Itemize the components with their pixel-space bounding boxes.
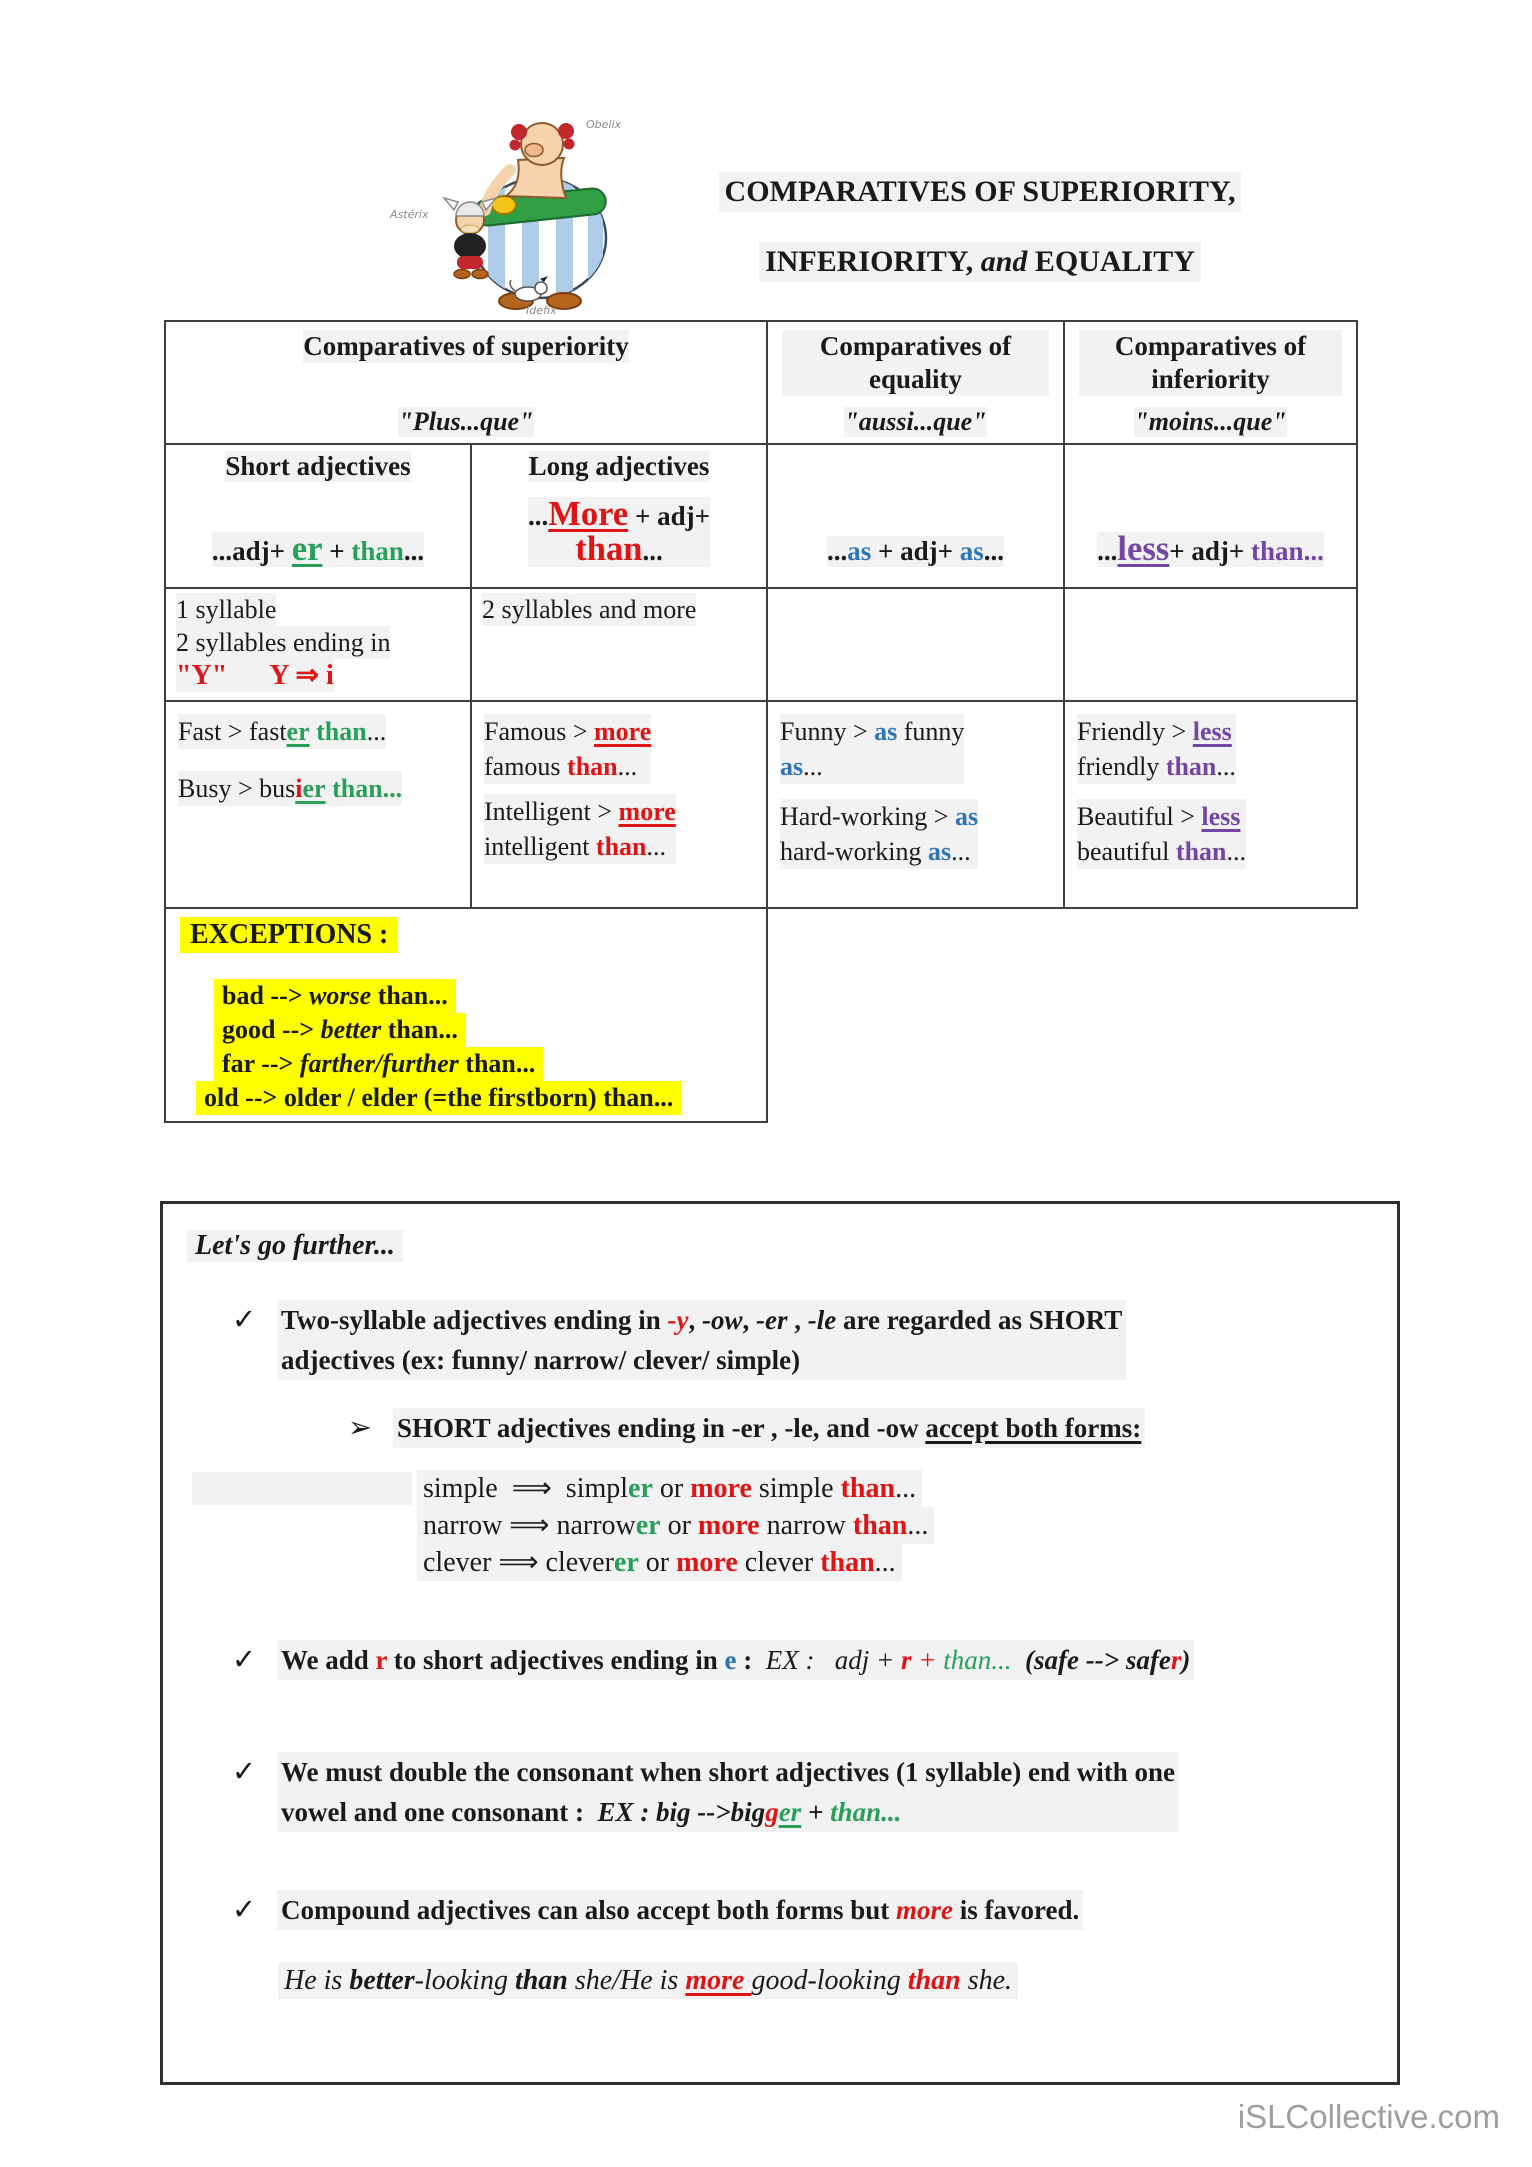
exception-bad: bad --> worse than... (214, 979, 752, 1013)
short-syllable-line1: 1 syllable (176, 595, 277, 624)
title-line2-post: EQUALITY (1027, 245, 1195, 278)
example-intelligent: Intelligent > more intelligent than... (484, 794, 676, 864)
cartoon-drawing (388, 98, 644, 320)
comparatives-table (164, 320, 1358, 1123)
idefix-label: Idefix (526, 304, 557, 317)
islcollective-watermark: iSLCollective.com (1237, 2098, 1500, 2135)
obelix-label: Obelix (586, 118, 622, 131)
short-adjectives-formula: ...adj+ er + than... (211, 530, 425, 568)
cell-long-syllable-rule (472, 589, 768, 702)
example-fast: Fast > faster than... (178, 714, 386, 749)
exception-good: good --> better than... (214, 1013, 752, 1047)
header-superiority (166, 322, 768, 445)
cell-exceptions (166, 909, 768, 1123)
header-equality-title: Comparatives of equality (782, 330, 1049, 396)
page-title (690, 172, 1270, 282)
cell-equality-formula (768, 445, 1065, 589)
title-line2 (759, 242, 1201, 282)
example-busy: Busy > busier than... (178, 771, 402, 806)
example-funny: Funny > as funny as... (780, 714, 964, 784)
cell-short-adjectives (166, 445, 472, 589)
short-syllable-line2: 2 syllables ending in (176, 628, 391, 657)
inferiority-formula: ...less+ adj+ than... (1097, 530, 1324, 568)
short-adjectives-heading: Short adjectives (225, 451, 411, 481)
exceptions-list (204, 979, 752, 1115)
bullet-two-syllable-text: Two-syllable adjectives ending in -y, -ow, -er , -le are regarded as SHORT adjectives (ex: funny/ narrow/ clever/ simple) (277, 1300, 1126, 1380)
checkmark-icon: ✓ (231, 1894, 257, 1926)
long-adjectives-formula: ...More + adj+ than... (528, 495, 710, 568)
header-equality (768, 322, 1065, 445)
exception-far: far --> farther/further than... (214, 1047, 752, 1081)
header-inferiority (1065, 322, 1358, 445)
asterix-obelix-cartoon (388, 98, 644, 320)
cell-long-adjectives (472, 445, 768, 589)
checkmark-icon: ✓ (231, 1756, 257, 1788)
box-title: Let's go further... (187, 1230, 403, 1262)
bullet-add-r-text: We add r to short adjectives ending in e : EX : adj + r + than... (safe --> safer) (277, 1640, 1194, 1680)
title-line2-wrap (690, 212, 1270, 282)
cell-equality-empty (768, 589, 1065, 702)
long-adjectives-heading: Long adjectives (528, 451, 710, 481)
header-inferiority-quote: "moins...que" (1134, 407, 1287, 436)
bullet-add-r (227, 1640, 1194, 1680)
checkmark-icon: ✓ (231, 1644, 257, 1676)
cell-examples-long (472, 702, 768, 909)
title-line2-pre: INFERIORITY, (765, 245, 981, 278)
obelix-figure (473, 123, 607, 309)
example-beautiful: Beautiful > less beautiful than... (1077, 799, 1246, 869)
long-syllable-line: 2 syllables and more (482, 595, 697, 624)
example-clever: clever ⟹ cleverer or more clever than... (417, 1544, 934, 1581)
header-superiority-quote: "Plus...que" (398, 407, 534, 436)
example-narrow: narrow ⟹ narrower or more narrow than... (417, 1507, 934, 1544)
example-simple: simple ⟹ simpler or more simple than... (417, 1470, 934, 1507)
compound-example-sentence: He is better-looking than she/He is more good-looking than she. (278, 1962, 1018, 1999)
title-line2-and: and (980, 245, 1028, 278)
checkmark-icon: ✓ (231, 1304, 257, 1336)
both-forms-examples (417, 1470, 934, 1581)
bullet-double-consonant (227, 1752, 1179, 1832)
cell-examples-equality (768, 702, 1065, 909)
exception-old: old --> older / elder (=the firstborn) than... (196, 1081, 752, 1115)
example-famous: Famous > more famous than... (484, 714, 651, 784)
short-syllable-line3: "Y" Y ⇒ i (176, 660, 334, 691)
header-equality-quote: "aussi...que" (844, 407, 987, 436)
exceptions-title: EXCEPTIONS : (180, 917, 398, 953)
header-inferiority-title: Comparatives of inferiority (1079, 330, 1342, 396)
sub-bullet-short-adjectives (343, 1408, 1145, 1448)
header-superiority-title: Comparatives of superiority (303, 331, 629, 361)
sub-bullet-text: SHORT adjectives ending in -er , -le, and -ow accept both forms: (393, 1408, 1145, 1448)
title-line1-wrap (690, 172, 1270, 212)
cell-examples-short (166, 702, 472, 909)
cell-inferiority-empty (1065, 589, 1358, 702)
cell-inferiority-formula (1065, 445, 1358, 589)
bullet-compound-adjectives (227, 1890, 1083, 1930)
equality-formula: ...as + adj+ as... (826, 536, 1005, 566)
bullet-double-consonant-text: We must double the consonant when short adjectives (1 syllable) end with one vowel and one consonant : EX : big -->bigger + than... (277, 1752, 1179, 1832)
example-hardworking: Hard-working > as hard-working as... (780, 799, 978, 869)
asterix-label: Astérix (390, 208, 429, 221)
arrowhead-icon: ➢ (347, 1412, 373, 1444)
bullet-two-syllable (227, 1300, 1126, 1380)
cell-examples-inferiority (1065, 702, 1358, 909)
example-friendly: Friendly > less friendly than... (1077, 714, 1236, 784)
bullet-compound-text: Compound adjectives can also accept both forms but more is favored. (277, 1890, 1083, 1930)
title-line1: COMPARATIVES OF SUPERIORITY, (719, 172, 1242, 212)
lets-go-further-box (160, 1201, 1400, 2085)
cell-short-syllable-rule (166, 589, 472, 702)
